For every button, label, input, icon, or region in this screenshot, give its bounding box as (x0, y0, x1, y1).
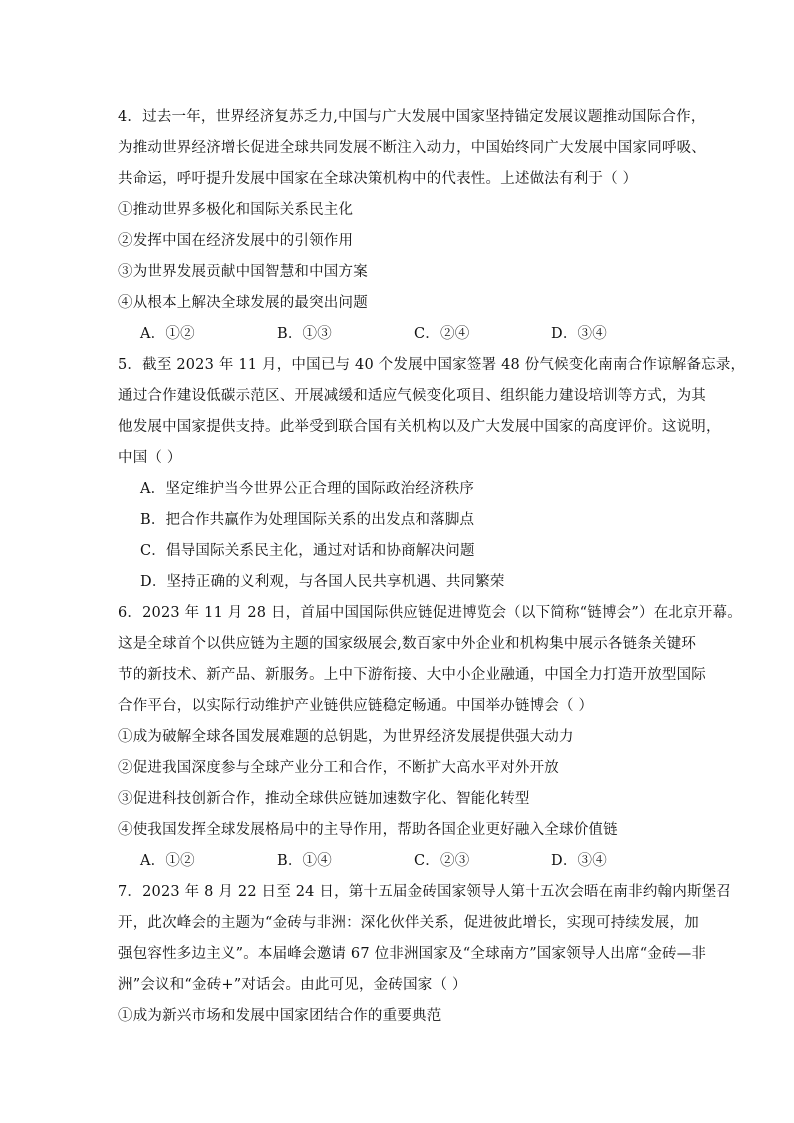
question-6-stem-line: 节的新技术、新产品、新服务。上中下游衔接、大中小企业融通，中国全力打造开放型国际 (118, 667, 706, 683)
question-list (118, 102, 746, 1032)
question-5 (118, 350, 746, 598)
question-4-item-2: ②发挥中国在经济发展中的引领作用 (118, 233, 354, 249)
question-6-item-3: ③促进科技创新合作，推动全球供应链加速数字化、智能化转型 (118, 791, 530, 807)
question-7-stem-line: 开，此次峰会的主题为“金砖与非洲：深化伙伴关系，促进彼此增长，实现可持续发展，加 (118, 915, 699, 931)
question-5-stem-line: 5．截至 2023 年 11 月，中国已与 40 个发展中国家签署 48 份气候变化南南合作谅解备忘录， (118, 357, 746, 373)
question-4 (118, 102, 706, 350)
question-4-item-1: ①推动世界多极化和国际关系民主化 (118, 202, 354, 218)
question-6-stem-line: 6．2023 年 11 月 28 日，首届中国国际供应链促进博览会（以下简称“链博会”）在北京开幕。 (118, 605, 742, 621)
choice-b: B．①④ (277, 853, 332, 869)
question-6 (118, 598, 742, 877)
question-4-item-4: ④从根本上解决全球发展的最突出问题 (118, 295, 368, 311)
question-4-item-3: ③为世界发展贡献中国智慧和中国方案 (118, 264, 368, 280)
question-6-choices (118, 846, 688, 877)
question-7-stem-line: 7．2023 年 8 月 22 日至 24 日，第十五届金砖国家领导人第十五次会晤在南非约翰内斯堡召 (118, 884, 732, 900)
question-6-stem-line: 合作平台，以实际行动维护产业链供应链稳定畅通。中国举办链博会（ ） (118, 698, 594, 714)
question-6-item-1: ①成为破解全球各国发展难题的总钥匙，为世界经济发展提供强大动力 (118, 729, 574, 745)
question-5-stem-line: 他发展中国家提供支持。此举受到联合国有关机构以及广大发展中国家的高度评价。这说明， (118, 419, 721, 435)
question-6-item-2: ②促进我国深度参与全球产业分工和合作，不断扩大高水平对外开放 (118, 760, 559, 776)
question-4-stem-line: 为推动世界经济增长促进全球共同发展不断注入动力，中国始终同广大发展中国家同呼吸、 (118, 140, 706, 156)
choice-c: C．②④ (414, 326, 470, 342)
question-4-stem-line: 4．过去一年，世界经济复苏乏力,中国与广大发展中国家坚持锚定发展议题推动国际合作， (118, 109, 706, 125)
question-7-stem-line: 洲”会议和“金砖+”对话会。由此可见，金砖国家（ ） (118, 977, 467, 993)
choice-d: D．坚持正确的义利观，与各国人民共享机遇、共同繁荣 (140, 574, 505, 590)
question-4-choices (118, 319, 688, 350)
question-4-stem-line: 共命运，呼吁提升发展中国家在全球决策机构中的代表性。上述做法有利于（ ） (118, 171, 638, 187)
question-6-item-4: ④使我国发挥全球发展格局中的主导作用，帮助各国企业更好融入全球价值链 (118, 822, 618, 838)
question-7-item-1: ①成为新兴市场和发展中国家团结合作的重要典范 (118, 1008, 442, 1024)
choice-a: A．①② (140, 326, 195, 342)
choice-d: D．③④ (551, 853, 607, 869)
choice-d: D．③④ (551, 326, 607, 342)
choice-c: C．②③ (414, 853, 470, 869)
question-7 (118, 877, 732, 1032)
choice-a: A．坚定维护当今世界公正合理的国际政治经济秩序 (140, 481, 475, 497)
question-6-stem-line: 这是全球首个以供应链为主题的国家级展会,数百家中外企业和机构集中展示各链条关键环 (118, 636, 697, 652)
question-5-stem-line: 通过合作建设低碳示范区、开展减缓和适应气候变化项目、组织能力建设培训等方式，为其 (118, 388, 706, 404)
choice-b: B．把合作共赢作为处理国际关系的出发点和落脚点 (140, 512, 475, 528)
question-5-stem-line: 中国（ ） (118, 450, 182, 466)
choice-b: B．①③ (277, 326, 332, 342)
choice-c: C．倡导国际关系民主化，通过对话和协商解决问题 (140, 543, 475, 559)
choice-a: A．①② (140, 853, 195, 869)
question-7-stem-line: 强包容性多边主义”。本届峰会邀请 67 位非洲国家及“全球南方”国家领导人出席“金砖—非 (118, 946, 707, 962)
